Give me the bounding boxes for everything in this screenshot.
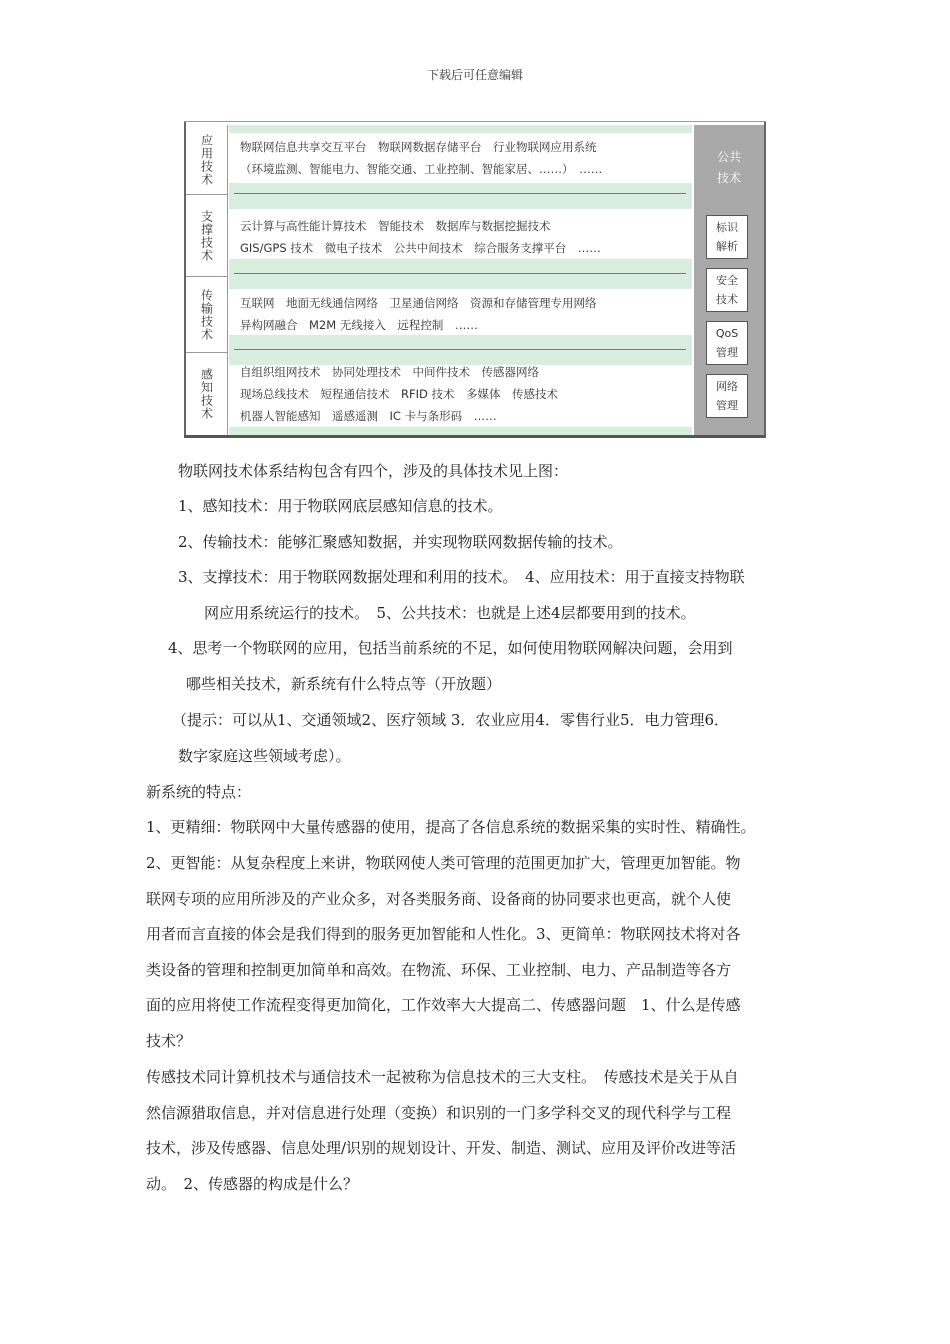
paragraph: 技术？	[146, 1032, 192, 1050]
box-line: 标识	[716, 221, 738, 234]
public-tech-column	[694, 125, 764, 435]
layer-line: 现场总线技术 短程通信技术 RFID 技术 多媒体 传感技术	[240, 387, 559, 401]
iot-architecture-figure	[184, 121, 766, 438]
layer-content-application	[240, 136, 690, 180]
layer-band	[229, 427, 692, 435]
paragraph: 联网专项的应用所涉及的产业众多，对各类服务商、设备商的协同要求也更高，就个人使	[146, 890, 732, 908]
paragraph: 动。 2、传感器的构成是什么？	[146, 1175, 359, 1193]
layer-label-column	[186, 125, 228, 435]
public-tech-title	[708, 147, 750, 189]
layer-label-cell	[186, 125, 228, 195]
layer-content-transmission	[240, 292, 690, 336]
public-tech-box-security	[706, 268, 748, 312]
layer-line: 异构网融合 M2M 无线接入 远程控制 ……	[240, 318, 478, 332]
box-line: 解析	[716, 240, 738, 253]
public-tech-box-qos	[706, 321, 748, 365]
paragraph: 哪些相关技术，新系统有什么特点等（开放题）	[186, 675, 502, 693]
paragraph: 网应用系统运行的技术。 5、公共技术：也就是上述4层都要用到的技术。	[204, 604, 696, 622]
paragraph: 传感技术同计算机技术与通信技术一起被称为信息技术的三大支柱。 传感技术是关于从自	[146, 1068, 739, 1086]
paragraph: 类设备的管理和控制更加简单和高效。在物流、环保、工业控制、电力、产品制造等各方	[146, 961, 732, 979]
paragraph: 1、感知技术：用于物联网底层感知信息的技术。	[178, 497, 503, 515]
paragraph: 技术，涉及传感器、信息处理/识别的规划设计、开发、制造、测试、应用及评价改进等活	[146, 1139, 737, 1157]
public-tech-title-line: 技术	[716, 171, 741, 185]
box-line: 管理	[716, 399, 738, 412]
public-tech-box-identifier	[706, 215, 748, 259]
layer-line: 互联网 地面无线通信网络 卫星通信网络 资源和存储管理专用网络	[240, 296, 597, 310]
layer-divider	[234, 273, 686, 274]
public-tech-title-line: 公共	[716, 150, 741, 164]
layer-line: 物联网信息共享交互平台 物联网数据存储平台 行业物联网应用系统	[240, 140, 597, 154]
layer-content-sensing	[240, 361, 690, 427]
layer-label-sensing: 感知技术	[199, 368, 214, 420]
layer-label-cell	[186, 353, 228, 435]
layer-divider	[234, 349, 686, 350]
layer-band	[229, 259, 692, 289]
layer-line: （环境监测、智能电力、智能交通、工业控制、智能家居、……） ……	[240, 162, 603, 176]
layer-band	[229, 125, 692, 133]
layer-label-application: 应用技术	[199, 133, 214, 186]
layer-line: 云计算与高性能计算技术 智能技术 数据库与数据挖掘技术	[240, 219, 551, 233]
layer-line: GIS/GPS 技术 微电子技术 公共中间技术 综合服务支撑平台 ……	[240, 241, 601, 255]
paragraph: 2、更智能：从复杂程度上来讲，物联网使人类可管理的范围更加扩大，管理更加智能。物	[146, 854, 741, 872]
layer-band	[229, 183, 692, 209]
public-tech-box-network-management	[706, 374, 748, 418]
layer-divider	[234, 193, 686, 194]
layer-label-support: 支撑技术	[199, 209, 214, 262]
paragraph: 然信源猎取信息，并对信息进行处理（变换）和识别的一门多学科交叉的现代科学与工程	[146, 1104, 732, 1122]
box-line: QoS	[715, 327, 739, 340]
paragraph: （提示：可以从1、交通领域2、医疗领域 3．农业应用4．零售行业5．电力管理6．	[172, 711, 730, 729]
page-header: 下载后可任意编辑	[426, 68, 523, 82]
paragraph: 3、支撑技术：用于物联网数据处理和利用的技术。 4、应用技术：用于直接支持物联	[178, 568, 745, 586]
layer-label-transmission: 传输技术	[199, 288, 214, 341]
box-line: 安全	[716, 274, 738, 287]
paragraph: 物联网技术体系结构包含有四个，涉及的具体技术见上图：	[178, 462, 569, 480]
layer-label-cell	[186, 277, 228, 353]
layer-line: 机器人智能感知 遥感遥测 IC 卡与条形码 ……	[240, 409, 497, 423]
box-line: 管理	[716, 346, 738, 359]
layer-content-support	[240, 215, 690, 259]
paragraph: 面的应用将使工作流程变得更加简化，工作效率大大提高二、传感器问题 1、什么是传感	[146, 996, 741, 1014]
box-line: 技术	[716, 293, 738, 306]
figure-bottom-edge	[184, 435, 766, 438]
box-line: 网络	[716, 380, 738, 393]
paragraph: 2、传输技术：能够汇聚感知数据，并实现物联网数据传输的技术。	[178, 533, 623, 551]
paragraph: 4、思考一个物联网的应用，包括当前系统的不足，如何使用物联网解决问题，会用到	[168, 639, 733, 657]
layer-line: 自组织组网技术 协同处理技术 中间件技术 传感器网络	[240, 365, 539, 379]
paragraph: 新系统的特点：	[146, 783, 252, 801]
paragraph: 数字家庭这些领域考虑）。	[178, 747, 351, 765]
paragraph: 用者而言直接的体会是我们得到的服务更加智能和人性化。3、更简单：物联网技术将对各	[146, 925, 741, 943]
paragraph: 1、更精细：物联网中大量传感器的使用，提高了各信息系统的数据采集的实时性、精确性。	[146, 818, 756, 836]
layer-label-cell	[186, 195, 228, 277]
